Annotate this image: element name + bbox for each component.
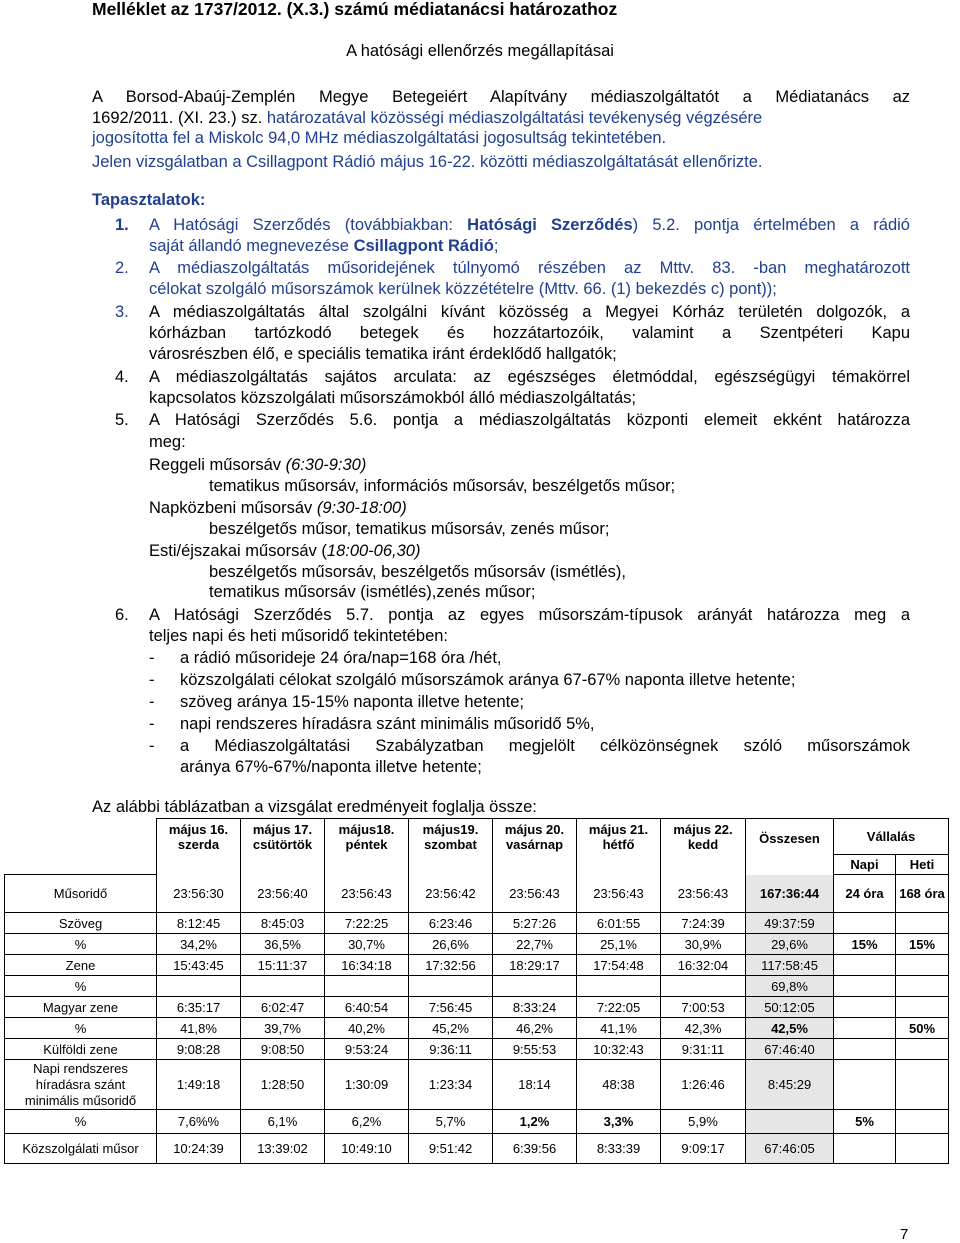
row-weekly	[896, 1110, 949, 1134]
document-subtitle: A hatósági ellenőrzés megállapításai	[346, 42, 614, 60]
day-date: május18.	[338, 822, 395, 837]
findings-heading: Tapasztalatok:	[92, 191, 206, 209]
row-value: 6,1%	[241, 1110, 325, 1134]
row-value: 1:30:09	[325, 1060, 409, 1110]
row-value: 16:32:04	[661, 955, 746, 976]
slot-evening-content-1: beszélgetős műsorsáv, beszélgetős műsorsáv (ismétlés),	[209, 563, 626, 581]
table-row	[5, 997, 949, 1018]
item-1-text-e: ;	[493, 237, 499, 255]
quota-text: szöveg aránya 15-15% naponta illetve hetente;	[180, 693, 524, 711]
dash-3: -	[149, 693, 155, 711]
table-row	[5, 913, 949, 934]
row-weekly	[896, 913, 949, 934]
row-label: Műsoridő	[5, 875, 157, 913]
item-1-line-1	[149, 215, 910, 235]
row-total: 67:46:40	[746, 1039, 834, 1060]
row-total: 117:58:45	[746, 955, 834, 976]
row-value	[493, 976, 577, 997]
dash-1: -	[149, 649, 155, 667]
row-value: 7:22:25	[325, 913, 409, 934]
row-value: 23:56:42	[409, 875, 493, 913]
day-weekday: csütörtök	[252, 837, 313, 852]
row-value: 1:49:18	[157, 1060, 241, 1110]
item-5-line-2: meg:	[149, 433, 186, 451]
row-weekly: 15%	[896, 934, 949, 955]
row-label: %	[5, 1018, 157, 1039]
row-value: 22,7%	[493, 934, 577, 955]
row-total: 29,6%	[746, 934, 834, 955]
row-value	[325, 976, 409, 997]
day-date: május 20.	[504, 822, 565, 837]
row-value: 40,2%	[325, 1018, 409, 1039]
slot-daytime-time: (9:30-18:00)	[316, 499, 407, 517]
row-value: 3,3%	[577, 1110, 661, 1134]
row-value: 23:56:43	[493, 875, 577, 913]
dash-2: -	[149, 671, 155, 689]
item-3-line-1: A médiaszolgáltatás által szolgálni kívánt közösség a Megyei Kórház területén dolgozók, a	[149, 303, 910, 321]
row-value: 30,9%	[661, 934, 746, 955]
item-1-text-d: saját állandó megnevezése	[149, 237, 354, 255]
row-value: 5,7%	[409, 1110, 493, 1134]
row-total: 42,5%	[746, 1018, 834, 1039]
table-row	[5, 1134, 949, 1164]
row-weekly	[896, 976, 949, 997]
table-row	[5, 976, 949, 997]
table-row	[5, 875, 949, 913]
row-value: 6:01:55	[577, 913, 661, 934]
row-value	[661, 976, 746, 997]
row-label: Napi rendszeres híradásra szánt minimális műsoridő	[5, 1060, 157, 1110]
table-intro: Az alábbi táblázatban a vizsgálat eredményeit foglalja össze:	[92, 798, 537, 816]
row-value: 9:08:50	[241, 1039, 325, 1060]
day-header	[493, 819, 577, 875]
row-value: 5:27:26	[493, 913, 577, 934]
row-value: 23:56:30	[157, 875, 241, 913]
slot-daytime-label: Napközbeni műsorsáv	[149, 499, 317, 517]
row-value: 9:53:24	[325, 1039, 409, 1060]
row-daily	[834, 1039, 896, 1060]
row-value: 7,6%%	[157, 1110, 241, 1134]
slot-evening	[149, 541, 910, 561]
row-value: 25,1%	[577, 934, 661, 955]
row-value: 41,1%	[577, 1018, 661, 1039]
row-value: 1,2%	[493, 1110, 577, 1134]
row-total: 50:12:05	[746, 997, 834, 1018]
row-value: 1:26:46	[661, 1060, 746, 1110]
row-value: 18:14	[493, 1060, 577, 1110]
row-value: 10:24:39	[157, 1134, 241, 1164]
slot-morning-label: Reggeli műsorsáv	[149, 456, 286, 474]
row-value	[241, 976, 325, 997]
row-weekly: 168 óra	[896, 875, 949, 913]
document-title: Melléklet az 1737/2012. (X.3.) számú médiatanácsi határozathoz	[92, 0, 618, 19]
row-value: 46,2%	[493, 1018, 577, 1039]
table-row	[5, 1110, 949, 1134]
row-value: 48:38	[577, 1060, 661, 1110]
row-daily: 15%	[834, 934, 896, 955]
slot-evening-label: Esti/éjszakai műsorsáv (	[149, 542, 327, 560]
day-weekday: hétfő	[602, 837, 635, 852]
intro-line-2-rest: határozatával közösségi médiaszolgáltatási tevékenység végzésére	[262, 109, 763, 127]
day-weekday: kedd	[687, 837, 719, 852]
item-3-line-3: városrészben élő, e speciális tematika iránt érdeklődő hallgatók;	[149, 345, 617, 363]
day-header	[157, 819, 241, 875]
dash-5: -	[149, 737, 155, 755]
day-header	[409, 819, 493, 875]
row-value: 9:55:53	[493, 1039, 577, 1060]
row-weekly: 50%	[896, 1018, 949, 1039]
row-total: 167:36:44	[746, 875, 834, 913]
header-corner	[5, 819, 157, 875]
item-3-line-2: kórházban tartózkodó betegek és hozzátartozóik, valamint a Szentpéteri Kapu	[149, 324, 910, 342]
row-value: 26,6%	[409, 934, 493, 955]
weekly-header: Heti	[896, 855, 949, 875]
row-value: 6:35:17	[157, 997, 241, 1018]
row-total: 8:45:29	[746, 1060, 834, 1110]
table-row	[5, 1039, 949, 1060]
row-value: 9:09:17	[661, 1134, 746, 1164]
row-value: 42,3%	[661, 1018, 746, 1039]
page-number: 7	[900, 1226, 909, 1243]
day-weekday: vasárnap	[505, 837, 564, 852]
quota-target-audience-2: aránya 67%-67%/naponta illetve hetente;	[180, 758, 482, 776]
row-value: 7:24:39	[661, 913, 746, 934]
item-1-line-2	[149, 236, 910, 256]
row-value: 6:02:47	[241, 997, 325, 1018]
row-value: 9:36:11	[409, 1039, 493, 1060]
row-value: 17:54:48	[577, 955, 661, 976]
day-date: május 21.	[588, 822, 649, 837]
row-value: 17:32:56	[409, 955, 493, 976]
day-date: május 17.	[252, 822, 313, 837]
row-value: 6:39:56	[493, 1134, 577, 1164]
row-value: 9:08:28	[157, 1039, 241, 1060]
row-value: 7:56:45	[409, 997, 493, 1018]
day-header	[325, 819, 409, 875]
intro-paragraph-2: Jelen vizsgálatban a Csillagpont Rádió május 16-22. közötti médiaszolgáltatását ellenőrizte.	[92, 153, 763, 171]
intro-line-2	[92, 108, 762, 128]
row-value: 39,7%	[241, 1018, 325, 1039]
row-daily	[834, 1060, 896, 1110]
slot-morning	[149, 455, 910, 475]
row-weekly	[896, 955, 949, 976]
day-date: május 22.	[673, 822, 733, 837]
radio-name: Csillagpont Rádió	[353, 237, 494, 255]
row-daily	[834, 913, 896, 934]
row-value: 18:29:17	[493, 955, 577, 976]
item-2-line-2: célokat szolgáló műsorszámok kerülnek közzétételre (Mttv. 66. (1) bekezdés c) pont));	[149, 280, 777, 298]
day-date: május 16.	[168, 822, 229, 837]
day-header	[661, 819, 746, 875]
row-value: 15:43:45	[157, 955, 241, 976]
dash-4: -	[149, 715, 155, 733]
table-row	[5, 955, 949, 976]
row-daily	[834, 997, 896, 1018]
table-row	[5, 934, 949, 955]
row-value	[409, 976, 493, 997]
item-2-line-1: A médiaszolgáltatás műsoridejének túlnyomó részében az Mttv. 83. -ban meghatározott	[149, 259, 910, 277]
row-label: Külföldi zene	[5, 1039, 157, 1060]
row-value: 41,8%	[157, 1018, 241, 1039]
row-value: 23:56:43	[661, 875, 746, 913]
day-weekday: péntek	[345, 837, 388, 852]
row-daily: 5%	[834, 1110, 896, 1134]
row-value: 45,2%	[409, 1018, 493, 1039]
row-value: 16:34:18	[325, 955, 409, 976]
row-daily	[834, 976, 896, 997]
slot-morning-time: (6:30-9:30)	[285, 456, 367, 474]
row-total: 67:46:05	[746, 1134, 834, 1164]
day-header	[241, 819, 325, 875]
table-row	[5, 1018, 949, 1039]
row-value: 10:49:10	[325, 1134, 409, 1164]
row-value: 5,9%	[661, 1110, 746, 1134]
row-value: 6,2%	[325, 1110, 409, 1134]
row-value: 23:56:43	[577, 875, 661, 913]
row-label: Szöveg	[5, 913, 157, 934]
row-value: 36,5%	[241, 934, 325, 955]
results-table	[4, 818, 949, 1164]
item-number-3: 3.	[115, 303, 129, 321]
row-label: %	[5, 1110, 157, 1134]
row-total: 49:37:59	[746, 913, 834, 934]
slot-daytime	[149, 498, 910, 518]
row-value: 7:00:53	[661, 997, 746, 1018]
quota-public-service: közszolgálati célokat szolgáló műsorszámok aránya 67-67% naponta illetve hetente;	[180, 671, 796, 689]
row-weekly	[896, 1060, 949, 1110]
row-value: 23:56:43	[325, 875, 409, 913]
item-6-line-1: A Hatósági Szerződés 5.7. pontja az egyes műsorszám-típusok arányát határozza meg a	[149, 606, 910, 624]
item-6-line-2: teljes napi és heti műsoridő tekintetében:	[149, 627, 449, 645]
expected-header: Vállalás	[834, 819, 949, 855]
row-daily	[834, 1018, 896, 1039]
row-value: 30,7%	[325, 934, 409, 955]
row-value: 8:33:24	[493, 997, 577, 1018]
total-header: Összesen	[746, 819, 834, 875]
day-weekday: szerda	[177, 837, 220, 852]
day-header	[577, 819, 661, 875]
row-total	[746, 1110, 834, 1134]
row-label: Közszolgálati műsor	[5, 1134, 157, 1164]
row-daily	[834, 1134, 896, 1164]
row-weekly	[896, 1039, 949, 1060]
row-value	[577, 976, 661, 997]
quota-airtime: a rádió műsorideje 24 óra/nap=168 óra /hét,	[180, 649, 502, 667]
item-number-5: 5.	[115, 411, 129, 429]
item-1-text-b: Hatósági Szerződés	[467, 216, 633, 234]
row-value: 8:12:45	[157, 913, 241, 934]
day-date: május19.	[422, 822, 479, 837]
row-value: 6:23:46	[409, 913, 493, 934]
intro-line-1: A Borsod-Abaúj-Zemplén Megye Betegeiért Alapítvány médiaszolgáltatót a Médiatanács az	[92, 88, 910, 106]
quota-target-audience-1: a Médiaszolgáltatási Szabályzatban megjelölt célközönségnek szóló műsorszámok	[180, 737, 910, 755]
slot-evening-content-2: tematikus műsorsáv (ismétlés),zenés műsor;	[209, 583, 536, 601]
row-weekly	[896, 1134, 949, 1164]
item-number-1: 1.	[115, 216, 129, 234]
daily-header: Napi	[834, 855, 896, 875]
item-1-text-c: ) 5.2. pontja értelmében a rádió	[632, 216, 910, 234]
intro-line-3: jogosította fel a Miskolc 94,0 MHz médiaszolgáltatási jogosultság tekintetében.	[92, 129, 667, 147]
row-value	[157, 976, 241, 997]
row-daily: 24 óra	[834, 875, 896, 913]
row-label: Zene	[5, 955, 157, 976]
item-1-text-a: A Hatósági Szerződés (továbbiakban:	[149, 216, 468, 234]
row-weekly	[896, 997, 949, 1018]
row-value: 7:22:05	[577, 997, 661, 1018]
row-value: 6:40:54	[325, 997, 409, 1018]
slot-evening-time: 18:00-06,30)	[326, 542, 421, 560]
row-total: 69,8%	[746, 976, 834, 997]
day-weekday: szombat	[424, 837, 477, 852]
item-5-line-1: A Hatósági Szerződés 5.6. pontja a médiaszolgáltatás központi elemeit ekként határozza	[149, 411, 910, 429]
row-label: %	[5, 976, 157, 997]
row-value: 10:32:43	[577, 1039, 661, 1060]
item-4-line-2: kapcsolatos közszolgálati műsorszámokból álló médiaszolgáltatás;	[149, 389, 636, 407]
row-label: %	[5, 934, 157, 955]
row-value: 1:28:50	[241, 1060, 325, 1110]
row-value: 1:23:34	[409, 1060, 493, 1110]
row-value: 15:11:37	[241, 955, 325, 976]
row-value: 9:51:42	[409, 1134, 493, 1164]
row-daily	[834, 955, 896, 976]
item-number-2: 2.	[115, 259, 129, 277]
slot-morning-content: tematikus műsorsáv, információs műsorsáv, beszélgetős műsor;	[209, 477, 676, 495]
row-value: 9:31:11	[661, 1039, 746, 1060]
row-value: 8:33:39	[577, 1134, 661, 1164]
table-header-row	[5, 819, 949, 855]
decision-reference: 1692/2011. (XI. 23.) sz.	[92, 109, 263, 127]
item-number-4: 4.	[115, 368, 129, 386]
item-number-6: 6.	[115, 606, 129, 624]
row-value: 23:56:40	[241, 875, 325, 913]
row-value: 8:45:03	[241, 913, 325, 934]
item-4-line-1: A médiaszolgáltatás sajátos arculata: az egészséges életmóddal, egészségügyi témakörrel	[149, 368, 910, 386]
slot-daytime-content: beszélgetős műsor, tematikus műsorsáv, zenés műsor;	[209, 520, 610, 538]
table-row	[5, 1060, 949, 1110]
row-value: 34,2%	[157, 934, 241, 955]
quota-news: napi rendszeres híradásra szánt minimális műsoridő 5%,	[180, 715, 595, 733]
row-value: 13:39:02	[241, 1134, 325, 1164]
row-label: Magyar zene	[5, 997, 157, 1018]
